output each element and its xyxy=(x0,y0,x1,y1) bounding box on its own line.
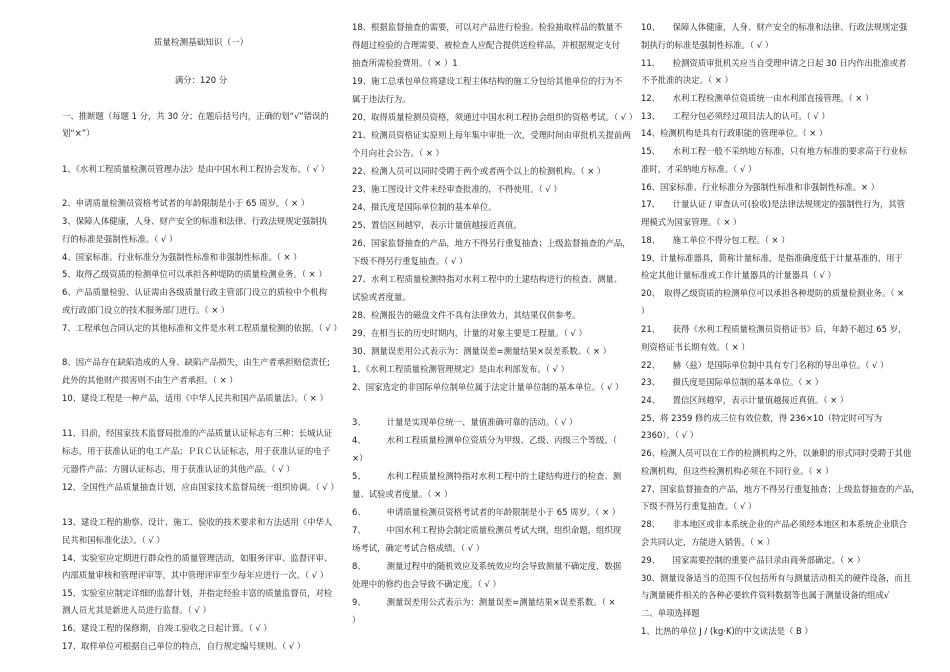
question-line: 不予批准的决定。（ × ） xyxy=(641,75,733,85)
question-line: 29、在相当长的历史时期内，计量的对象主要是工程量。（ √ ） xyxy=(352,328,587,338)
question-line: 19、施工总承包单位将建设工程主体结构的施工分包给其他单位的行为不 xyxy=(352,76,623,86)
question-line: 13、 工程分包必须经过项目法人的认可。（ √ ） xyxy=(641,111,830,121)
question-line: 5、取得乙级资质的检测单位可以承担各种堤防的质量检测业务。（ × ） xyxy=(62,269,327,279)
question-line: ） xyxy=(641,306,650,316)
question-line: 8、 测量过程中的随机效应及系统效应均会导致测量不确定度，数据 xyxy=(352,561,622,571)
question-line: 20、取得质量检测员资格，须通过中国水利工程协会组织的资格考试。（ √ ） xyxy=(352,112,638,122)
question-line: 理模式为国家管理。（ × ） xyxy=(641,217,742,227)
question-line: 23、施工图设计文件未经审查批准的，不得使用。（ √ ） xyxy=(352,184,562,194)
question-line: 20、 取得乙级资质的检测单位可以承担各种堤防的质量检测业务。（ × xyxy=(641,288,905,298)
question-line: 14、检测机构是具有行政职能的管理单位。（ × ） xyxy=(641,128,828,138)
question-line: 1、比热的单位 J / (kg·K)的中文读法是（ B ） xyxy=(641,626,813,636)
question-line: 与测量硬件相关的各种必要软件资料数据等也属于测量设备的组成√ xyxy=(641,590,890,600)
question-line: 8、因产品存在缺陷造成的人身、缺陷产品损失，由生产者承担赔偿责任; xyxy=(62,357,330,367)
question-line: 26、检测人员可以在工作的检测机构之外，以兼职的形式同时受聘于其他 xyxy=(641,448,912,458)
question-line: 得超过检验的合理需要，被检查人应配合提供送检样品，并根据规定支付 xyxy=(352,40,620,50)
question-line: 检测机构，但这些检测机构必须在不同行业。（ × ） xyxy=(641,466,834,476)
question-line: 24、摄氏度是国际单位制的基本单位。 xyxy=(352,202,497,212)
doc-title: 质量检测基础知识（一） xyxy=(153,38,249,48)
question-line: 26、国家监督抽查的产品，地方不得另行重复抽查；上级监督抽查的产品， xyxy=(352,238,631,248)
question-line: 下级不得另行重复抽查。（ √ ） xyxy=(641,501,757,511)
question-line: 28、 非本地区或非本系统企业的产品必须经本地区和本系统企业联合 xyxy=(641,519,908,529)
question-line: 2、国家选定的非国际单位制单位属于法定计量单位制的基本单位。（ √ ） xyxy=(352,382,624,392)
question-line: 会共同认定，方能进入销售。（ × ） xyxy=(641,537,775,547)
question-line: 15、 水利工程一般不采纳地方标准，只有地方标准的要求高于行业标 xyxy=(641,146,908,156)
question-line: 或行政部门设立的技术服务部门进行。（ × ） xyxy=(62,305,230,315)
question-line: 25、将 2359 修约成三位有效位数，得 236×10（特定时可写为 xyxy=(641,413,883,423)
question-line: 4、国家标准、行业标准分为强制性标准和非强制性标准。（ × ） xyxy=(62,252,302,262)
question-line: 量、试验或者度量。（ × ） xyxy=(352,489,453,499)
question-line: 2、申请质量检测员资格考试者的年龄限制是小于 65 周岁。（ × ） xyxy=(62,198,310,208)
question-line: 12、 水利工程检测单位资质统一由水利部直接管理。（ × ） xyxy=(641,93,874,103)
question-line: 10、建设工程是一种产品，适用《中华人民共和国产品质量法》。（ × ） xyxy=(62,393,328,403)
question-line: 27、水利工程质量检测特指对水利工程中的土建结构进行的检查、测量、 xyxy=(352,274,623,284)
question-line: 18、根据监督抽查的需要，可以对产品进行检验。检验抽取样品的数量不 xyxy=(352,22,623,32)
score-label: 满分：120 分 xyxy=(174,75,228,85)
question-line: 1、《水利工程质量检测管理规定》是由水利部发布。（ √ ） xyxy=(352,364,569,374)
question-line: 标志，用于获准认证的电工产品；ＰＲＣ认证标志，用于获准认证的电子 xyxy=(62,446,330,456)
question-line: 测人员尤其是新进人员进行监督。（ √ ） xyxy=(62,605,211,615)
question-line: 22、检测人员可以同时受聘于两个或者两个以上的检测机构。（ × ） xyxy=(352,166,606,176)
question-line: 6、 申请质量检测员资格考试者的年龄限制是小于 65 周岁。（ × ） xyxy=(352,507,621,517)
question-line: 29、 国家需要控制的重要产品目录由商务部确定。（ × ） xyxy=(641,555,865,565)
question-line: ×） xyxy=(352,453,368,463)
question-line: 14、实验室应定期进行群众性的质量管理活动，如服务评审、监督评审、 xyxy=(62,553,333,563)
question-line: 下级不得另行重复抽查。（ √ ） xyxy=(352,256,468,266)
question-line: 16、建设工程的保修期，自竣工验收之日起计算。（ √ ） xyxy=(62,623,272,633)
question-line: 12、全国性产品质量抽查计划，应由国家技术监督局统一组织协调。（ √ ） xyxy=(62,482,339,492)
question-line: 行的标准是强制性标准。（ √ ） xyxy=(62,234,178,244)
question-line: 6、产品质量检验、认证需由各级质量行政主管部门设立的质检中个机构 xyxy=(62,287,327,297)
question-line: 10、 保障人体健康，人身、财产安全的标准和法律、行政法规规定强 xyxy=(641,22,908,32)
question-line: 23、 摄氏度是国际单位制的基本单位。（ × ） xyxy=(641,377,824,387)
question-line: 19、计量标准器具，简称计量标准，是指准确度低于计量基准的，用于 xyxy=(641,253,903,263)
question-line: 13、建设工程的勘察、设计、施工、验收的技术要求和方法适用《中华人 xyxy=(62,517,333,527)
question-line: 7、工程承包合同认定的其他标准和文件是水利工程质量检测的依据。（ √ ） xyxy=(62,323,342,333)
text-line: 划“×”） xyxy=(62,128,95,138)
question-line: 民共和国标准化法》。（ √ ） xyxy=(62,535,165,545)
question-line: 11、目前，经国家技术监督局批准的产品质量认证标志有三种：长城认证 xyxy=(62,428,333,438)
question-line: 22、 赫（兹）是国际单位制中具有专门名称的导出单位。（ √ ） xyxy=(641,360,889,370)
question-line: 27、国家监督抽查的产品，地方不得另行重复抽查；上级监督抽查的产品， xyxy=(641,484,920,494)
question-line: 16、国家标准、行业标准分为强制性标准和非强制性标准。× ） xyxy=(641,182,880,192)
question-line: 3、保障人体健康，人身、财产安全的标准和法律、行政法规规定强制执 xyxy=(62,216,327,226)
question-line: 处理中的修约也会导致不确定度。（ √ ） xyxy=(352,579,501,589)
question-line: 则资格证书长期有效。（ × ） xyxy=(641,342,750,352)
section-heading: 二、单项选择题 xyxy=(641,608,700,618)
question-line: 试验或者度量。 xyxy=(352,292,411,302)
question-line: 抽查所需检验费用。（ × ）1 xyxy=(352,58,458,68)
question-line: 28、检测报告的磁盘文件不具有法律效力，其结果仅供参考。 xyxy=(352,310,581,320)
question-line: 属于违法行为。 xyxy=(352,94,411,104)
question-line: 24、 置信区间越窄，表示计量值越接近真值。（ × ） xyxy=(641,395,849,405)
question-line: 17、取样单位可根据自己单位的特点，自行规定编号规则。（ √ ） xyxy=(62,641,306,651)
question-line: 3、 计量是实现单位统一、量值准确可靠的活动。（ √ ） xyxy=(352,417,578,427)
question-line: 制执行的标准是强制性标准。（ √ ） xyxy=(641,40,774,50)
question-line: 9、 测量误差用公式表示为：测量误差=测量结果×误差系数。（ × xyxy=(352,597,616,607)
question-line: 21、检测员资格证实原则上每年集中审批一次，受理时间由审批机关提前两 xyxy=(352,130,631,140)
question-line: 5、 水利工程质量检测特指对水利工程中的土建结构进行的检查、测 xyxy=(352,471,622,481)
question-line: 11、 检测资质审批机关应当自受理申请之日起 30 日内作出批准或者 xyxy=(641,58,907,68)
question-line: 个月向社会公告。（ × ） xyxy=(352,148,444,158)
question-line: 1、《水利工程质量检测员管理办法》是由中国水利工程协会发布。（ √ ） xyxy=(62,164,330,174)
question-line: 场考试，确定考试合格成绩。（ √ ） xyxy=(352,543,485,553)
question-line: 4、 水利工程质量检测单位资质分为甲级、乙级、丙级三个等级。（ xyxy=(352,435,617,445)
question-line: 检定其他计量标准或工作计量器具的计量器具（ √ ） xyxy=(641,270,836,280)
question-line: 此外的其他财产损害则不由生产者承担。（ × ） xyxy=(62,375,238,385)
question-line: 准时，才采纳地方标准。（ √ ） xyxy=(641,164,757,174)
question-line: 15、实验室应制定详细的监督计划，并指定经验丰富的质量监督员，对检 xyxy=(62,588,333,598)
question-line: 元器件产品；方圆认证标志，用于获准认证的其他产品。（ √ ） xyxy=(62,464,295,474)
question-line: 2360）。（ √ ） xyxy=(641,430,699,440)
question-line: 7、 中国水利工程协会制定质量检测员考试大纲，组织命题，组织现 xyxy=(352,525,622,535)
question-line: 30、测量设备适当的范围不仅包括所有与测量活动相关的硬件设备，而且 xyxy=(641,573,912,583)
section-heading: 一、推断题（每题 1 分，共 30 分；在题后括号内，正确的划“√”错误的 xyxy=(62,111,329,121)
question-line: 内部质量审核和管理评审等，其中管理评审至少每年应进行一次。（ √ ） xyxy=(62,570,329,580)
question-line: ） xyxy=(352,615,361,625)
question-line: 18、 施工单位不得分包工程。（ × ） xyxy=(641,235,790,245)
question-line: 25、置信区间越窄，表示计量值越接近真值。 xyxy=(352,220,522,230)
question-line: 30、测量误差用公式表示为：测量误差=测量结果×误差系数。（ × ） xyxy=(352,346,611,356)
question-line: 17、 计量认证 / 审查认可(验收)是法律法规规定的强制性行为，其管 xyxy=(641,199,906,209)
question-line: 21、 获得《水利工程质量检测员资格证书》后，年龄不超过 65 岁， xyxy=(641,324,907,334)
